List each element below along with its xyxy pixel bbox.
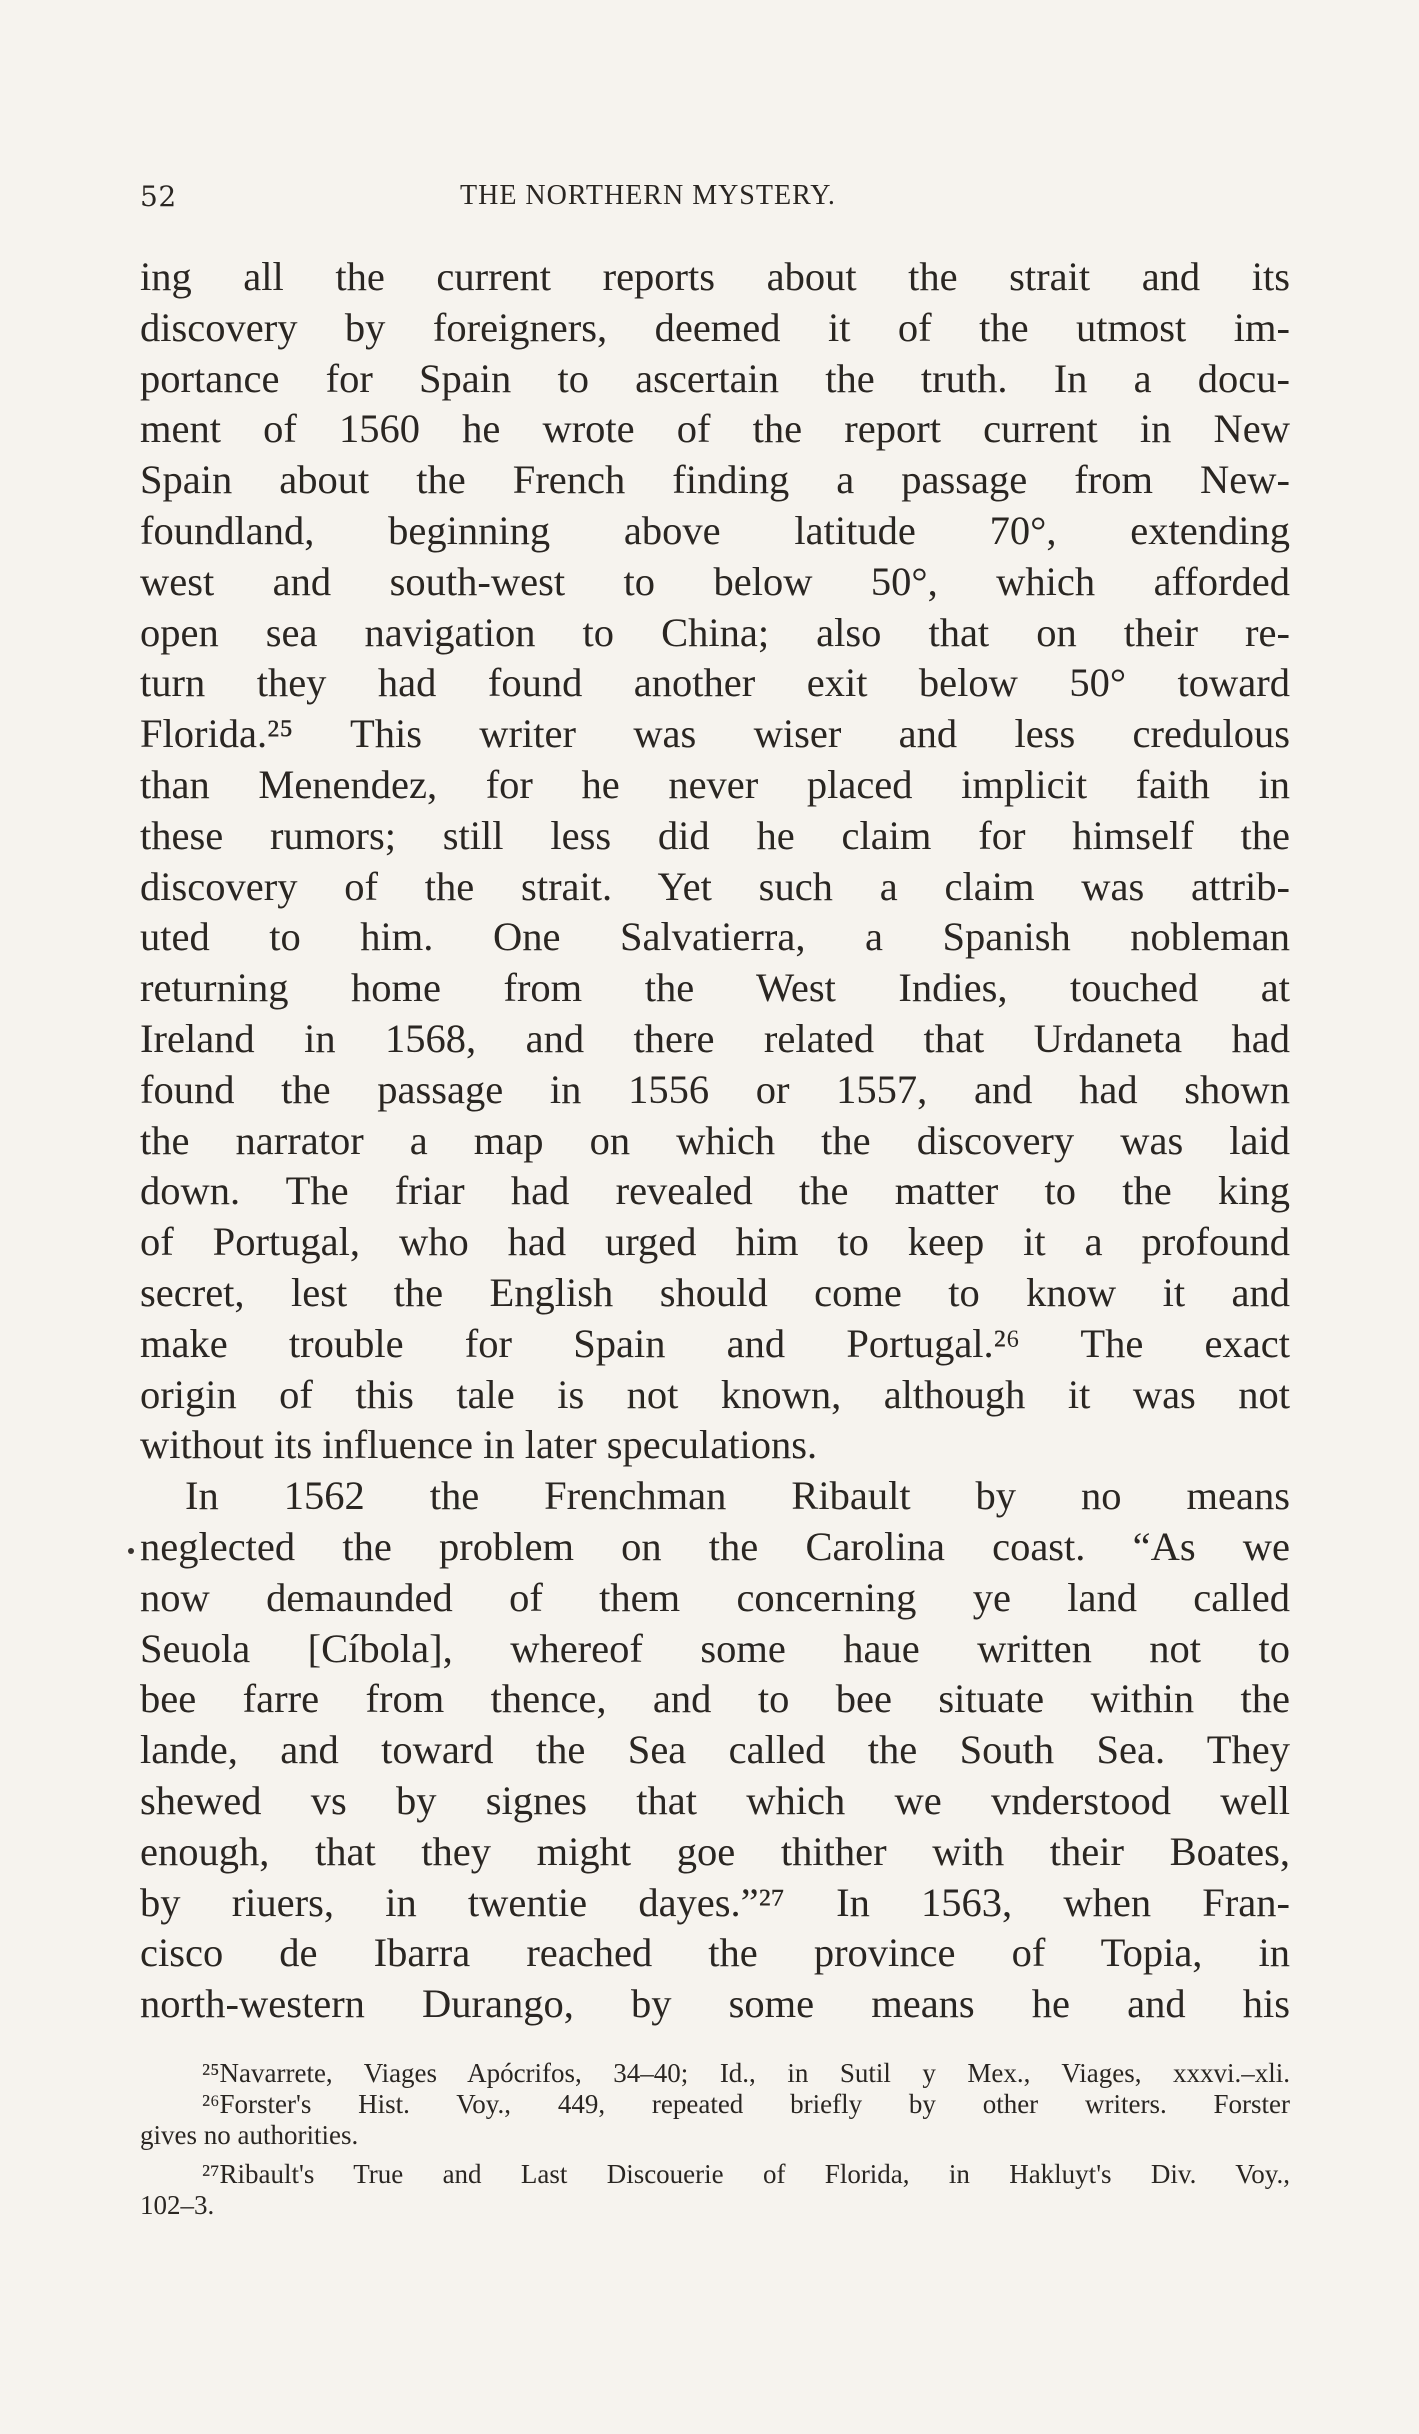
running-title: THE NORTHERN MYSTERY. (460, 180, 836, 211)
body-text (140, 252, 1290, 2030)
page-header (140, 180, 1280, 220)
text-line: cisco de Ibarra reached the province of Topia, in (140, 1930, 1290, 1976)
page-number: 52 (140, 180, 177, 213)
footnote-line: ²⁵Navarrete, Viages Apócrifos, 34–40; Id., in Sutil y Mex., Viages, xxxvi.–xli. (202, 2058, 1290, 2088)
text-line: origin of this tale is not known, although it was not (140, 1371, 1290, 1417)
text-line: returning home from the West Indies, touched at (140, 965, 1290, 1011)
text-line: down. The friar had revealed the matter to the king (140, 1168, 1290, 1214)
text-line: discovery by foreigners, deemed it of the utmost im- (140, 304, 1290, 350)
text-line: north-western Durango, by some means he and his (140, 1981, 1290, 2027)
text-line: enough, that they might goe thither with their Boates, (140, 1828, 1290, 1874)
text-line: portance for Spain to ascertain the truth. In a docu- (140, 355, 1290, 401)
paragraph-start-line: In 1562 the Frenchman Ribault by no means (185, 1473, 1290, 1519)
text-line: make trouble for Spain and Portugal.²⁶ The exact (140, 1320, 1290, 1366)
text-line: ing all the current reports about the strait and its (140, 254, 1290, 299)
text-line: Spain about the French finding a passage from New- (140, 457, 1290, 503)
text-line: Florida.²⁵ This writer was wiser and less credulous (140, 711, 1290, 757)
text-line: Seuola [Cíbola], whereof some haue written not to (140, 1625, 1290, 1671)
text-line: the narrator a map on which the discovery was laid (140, 1117, 1290, 1163)
margin-mark (128, 1548, 134, 1554)
footnote-line: ²⁶Forster's Hist. Voy., 449, repeated briefly by other writers. Forster (202, 2089, 1290, 2119)
text-line: turn they had found another exit below 50° toward (140, 660, 1290, 706)
text-line: Ireland in 1568, and there related that Urdaneta had (140, 1015, 1290, 1061)
text-line: shewed vs by signes that which we vnderstood well (140, 1777, 1290, 1823)
footnote-line: 102–3. (140, 2190, 215, 2220)
text-line: neglected the problem on the Carolina coast. “As we (140, 1523, 1290, 1569)
text-line: than Menendez, for he never placed implicit faith in (140, 761, 1290, 807)
text-line: of Portugal, who had urged him to keep it a profound (140, 1219, 1290, 1265)
text-line: uted to him. One Salvatierra, a Spanish nobleman (140, 914, 1290, 960)
text-line: ment of 1560 he wrote of the report current in New (140, 406, 1290, 452)
text-line: by riuers, in twentie dayes.”²⁷ In 1563, when Fran- (140, 1879, 1290, 1925)
text-line: west and south-west to below 50°, which afforded (140, 558, 1290, 604)
footnotes (140, 2058, 1290, 2221)
text-line: discovery of the strait. Yet such a claim was attrib- (140, 863, 1290, 909)
text-line: open sea navigation to China; also that on their re- (140, 609, 1290, 655)
text-line: without its influence in later speculations. (140, 1422, 818, 1468)
text-line: now demaunded of them concerning ye land called (140, 1574, 1290, 1620)
footnote-line: gives no authorities. (140, 2120, 359, 2150)
footnote-line: ²⁷Ribault's True and Last Discouerie of Florida, in Hakluyt's Div. Voy., (202, 2159, 1290, 2189)
text-line: secret, lest the English should come to know it and (140, 1269, 1290, 1315)
text-line: found the passage in 1556 or 1557, and had shown (140, 1066, 1290, 1112)
text-line: these rumors; still less did he claim for himself the (140, 812, 1290, 858)
text-line: bee farre from thence, and to bee situate within the (140, 1676, 1290, 1722)
text-line: foundland, beginning above latitude 70°, extending (140, 507, 1290, 553)
text-line: lande, and toward the Sea called the South Sea. They (140, 1727, 1290, 1773)
